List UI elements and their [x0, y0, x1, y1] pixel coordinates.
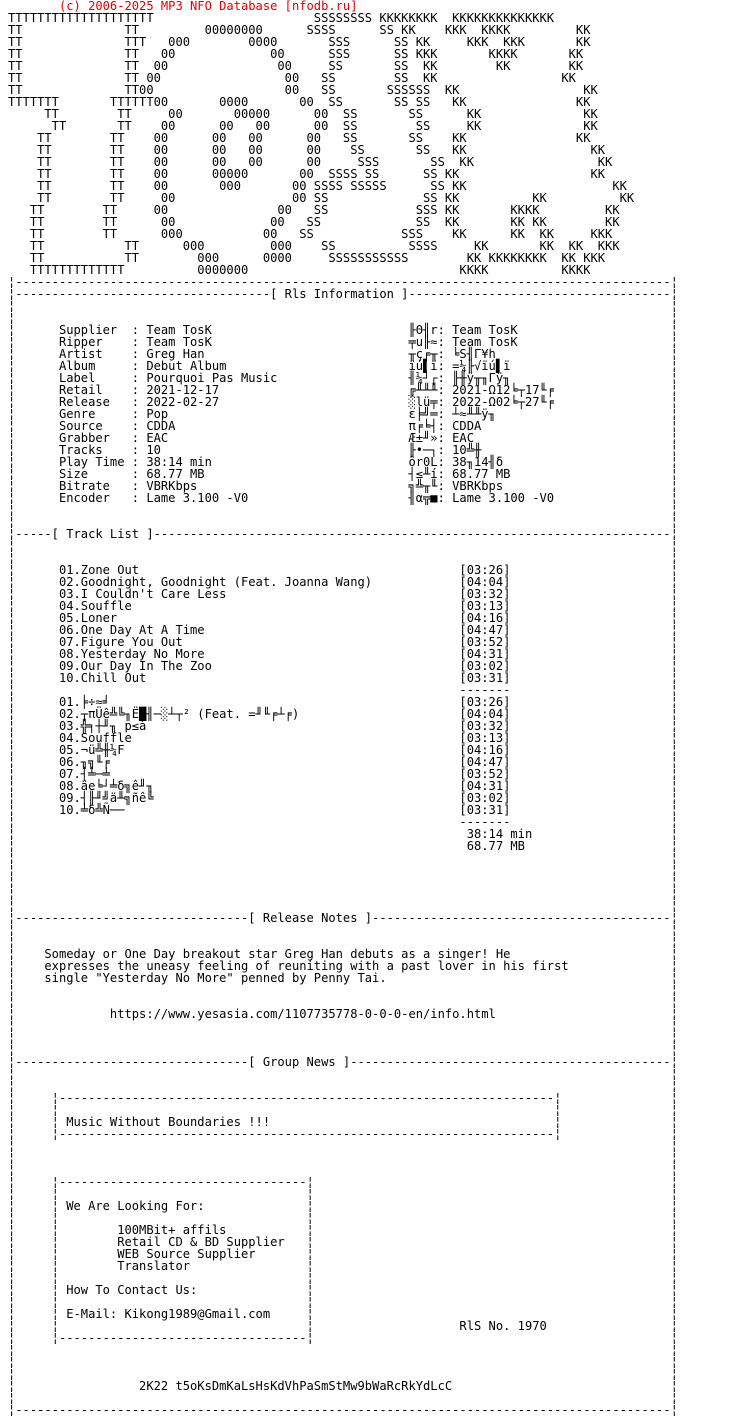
- logo-line: TT TT 00 00000 00 SSSS SS SS KK KK: [8, 167, 606, 181]
- bottom-border: ¦------------------------------------------------------------------------------------------¦: [8, 1403, 678, 1417]
- track-row: ¦ 06.One Day At A Time [04:47] ¦: [8, 623, 678, 637]
- rls-field: ¦ Tracks : 10 ╟•─┐: 10╩╫ ¦: [8, 443, 678, 457]
- rls-field: ¦ Supplier : Team TosK ╟Θ╢r: Team TosK ¦: [8, 323, 678, 337]
- logo-line: TTTTTTTTTTTTT 0000000 KKKK KKKK: [8, 263, 591, 277]
- blank-line: ¦ ¦: [8, 1043, 678, 1057]
- track-row-alt: ¦ 05.¬ü╩╫¼F [04:16] ¦: [8, 743, 678, 757]
- section-divider: ¦-----[ Track List ]-----------------------------------------------------------------------¦: [8, 527, 678, 541]
- contact-box: ¦ ¦ ¦ ¦: [8, 1271, 678, 1285]
- track-row-alt: ¦ 09.┤╟╜╝ä╨╗ñê╚ [03:02] ¦: [8, 791, 678, 805]
- release-note-line: ¦ Someday or One Day breakout star Greg Han debuts as a singer! He ¦: [8, 947, 678, 961]
- logo-line: TT TT 00 00 00 00 SSS SS KK KK: [8, 155, 613, 169]
- blank-line: ¦ ¦: [8, 551, 678, 565]
- logo-line: TTTTTTTTTTTTTTTTTTTT SSSSSSSS KKKKKKKK KKKKKKKKKKKKKK: [8, 11, 555, 25]
- section-divider: ¦--------------------------------[ Release Notes ]-----------------------------------------¦: [8, 911, 678, 925]
- release-note-line: ¦ expresses the uneasy feeling of reuniting with a past lover in his first ¦: [8, 959, 678, 973]
- rls-field: ¦ Retail : 2021-12-17 ╔╨╨╨: 2021-Ω12╘┬17╙╒ ¦: [8, 383, 678, 397]
- rls-field: ¦ Bitrate : VBRKbps ╗╩╥╙: VBRKbps ¦: [8, 479, 678, 493]
- rls-field: ¦ Encoder : Lame 3.100 -V0 ╢α╦■: Lame 3.100 -V0 ¦: [8, 491, 678, 505]
- logo-line: TT TT 00 00 00 00 SS SS KK KK: [8, 143, 606, 157]
- logo-line: TT TT 00 00 SS SS KK KK KK: [8, 59, 584, 73]
- news-box: ¦ ¦ ¦ ¦: [8, 1103, 678, 1117]
- track-row: ¦ 07.Figure You Out [03:52] ¦: [8, 635, 678, 649]
- logo-line: TT TT 00000000 SSSS SS KK KKK KKKK KK: [8, 23, 591, 37]
- news-motto: ¦ ¦ Music Without Boundaries !!! ¦ ¦: [8, 1115, 678, 1129]
- blank-line: ¦ ¦: [8, 923, 678, 937]
- looking-title: ¦ ¦ We Are Looking For: ¦ ¦: [8, 1199, 678, 1213]
- logo-line: TT TT 00 000 00 SSSS SSSSS SS KK KK: [8, 179, 627, 193]
- logo-line: TT TT 00 00 SS SS KK KK: [8, 71, 576, 85]
- blank-line: ¦ ¦: [8, 983, 678, 997]
- blank-line: ¦ ¦: [8, 1367, 678, 1381]
- blank-line: ¦ ¦: [8, 1139, 678, 1153]
- logo-line: TT TT 000 0000 SSSSSSSSSSS KK KKKKKKKK KK KKK: [8, 251, 606, 265]
- divider-line: ¦------------------------------------------------------------------------------------------¦: [8, 275, 678, 289]
- blank-line: ¦ ¦: [8, 1031, 678, 1045]
- rls-field: ¦ Genre : Pop ε╞╝═: ┴≈╨╨ÿ╖ ¦: [8, 407, 678, 421]
- logo-line: TT TT00 00 SS SSSSSS KK KK: [8, 83, 598, 97]
- blank-line: ¦ ¦: [8, 311, 678, 325]
- section-divider: ¦-----------------------------------[ Rls Information ]------------------------------------¦: [8, 287, 678, 301]
- logo-line: TT TT 00 00 SS SS KK KK KK KK: [8, 215, 620, 229]
- rls-field: ¦ Album : Debut Album ïú▌ï: =¼╟√ïú▌ï ¦: [8, 359, 678, 373]
- track-row: ¦ 02.Goodnight, Goodnight (Feat. Joanna Wang) [04:04] ¦: [8, 575, 678, 589]
- rls-field: ¦ Play Time : 38:14 min ôr0L: 38╖14╢δ ¦: [8, 455, 678, 469]
- track-row-alt: ¦ 08.äe╘┘╧δ╗ê╜╖ [04:31] ¦: [8, 779, 678, 793]
- release-note-line: ¦ single "Yesterday No More" penned by Penny Tai. ¦: [8, 971, 678, 985]
- rls-field: ¦ Grabber : EAC Æ±╜»: EAC ¦: [8, 431, 678, 445]
- rls-field: ¦ Source : CDDA π╒╘┤: CDDA ¦: [8, 419, 678, 433]
- logo-line: TTTTTTT TTTTTT00 0000 00 SS SS SS KK KK: [8, 95, 591, 109]
- track-row: ¦ 09.Our Day In The Zoo [03:02] ¦: [8, 659, 678, 673]
- rls-field: ¦ Ripper : Team TosK ╤u╟≈: Team TosK ¦: [8, 335, 678, 349]
- site-header: (c) 2006-2025 MP3 NFO Database [nfodb.ru]: [8, 0, 358, 13]
- blank-line: ¦ ¦: [8, 1067, 678, 1081]
- logo-line: TT TT 00 00 SSS SS KKK KKKK KK: [8, 47, 584, 61]
- track-row-alt: ¦ 10.╧δ╩Ñ── [03:31] ¦: [8, 803, 678, 817]
- blank-line: ¦ ¦: [8, 1019, 678, 1033]
- blank-line: ¦ ¦: [8, 1163, 678, 1177]
- logo-line: TT TT 00 00 00 00 SS SS KK KK: [8, 131, 591, 145]
- track-row: ¦ 04.Souffle [03:13] ¦: [8, 599, 678, 613]
- rls-field: ¦ Label : Pourquoi Pas Music ╢¼┘┌: ╟╫ÿ╥╖Γÿ╖ ¦: [8, 371, 678, 385]
- logo-line: TT TT 00 00 00 00 SS SS KK KK: [8, 119, 598, 133]
- logo-line: TT TT 00 00000 00 SS SS KK KK: [8, 107, 598, 121]
- contact-box-top: ¦ ¦----------------------------------¦ ¦: [8, 1175, 678, 1189]
- looking-item: ¦ ¦ WEB Source Supplier ¦ ¦: [8, 1247, 678, 1261]
- blank-line: ¦ ¦: [8, 887, 678, 901]
- track-row-alt: ¦ 07.┤╧─╧ [03:52] ¦: [8, 767, 678, 781]
- rls-field: ¦ Size : 68.77 MB ┤≤╨í: 68.77 MB ¦: [8, 467, 678, 481]
- nfo-document: [8, 0, 678, 1416]
- blank-line: ¦ ¦: [8, 539, 678, 553]
- looking-item: ¦ ¦ 100MBit+ affils ¦ ¦: [8, 1223, 678, 1237]
- looking-item: ¦ ¦ Translator ¦ ¦: [8, 1259, 678, 1273]
- blank-line: ¦ ¦: [8, 851, 678, 865]
- blank-line: ¦ ¦: [8, 995, 678, 1009]
- blank-line: ¦ ¦: [8, 935, 678, 949]
- track-row-alt: ¦ 03.╬╕┼╜╖ p≤à [03:32] ¦: [8, 719, 678, 733]
- contact-email: ¦ ¦ E-Mail: Kikong1989@Gmail.com ¦ ¦: [8, 1307, 678, 1321]
- logo-line: TT TT 00 00 SS SS KK KK KK: [8, 191, 635, 205]
- blank-line: ¦ ¦: [8, 863, 678, 877]
- blank-line: ¦ ¦: [8, 875, 678, 889]
- track-row-alt: ¦ 06.╖╗╙╒ [04:47] ¦: [8, 755, 678, 769]
- track-row-alt: ¦ 01.╞÷≈╛ [03:26] ¦: [8, 695, 678, 709]
- contact-title: ¦ ¦ How To Contact Us: ¦ ¦: [8, 1283, 678, 1297]
- blank-line: ¦ ¦: [8, 1151, 678, 1165]
- logo-line: TT TT 00 00 SS SSS KK KKKK KK: [8, 203, 620, 217]
- news-box-top: ¦ ¦--------------------------------------------------------------------¦ ¦: [8, 1091, 678, 1105]
- news-box-bottom: ¦ ¦--------------------------------------------------------------------¦ ¦: [8, 1127, 678, 1141]
- rls-number: ¦ ¦ ¦ RlS No. 1970 ¦: [8, 1319, 678, 1333]
- looking-item: ¦ ¦ Retail CD & BD Supplier ¦ ¦: [8, 1235, 678, 1249]
- footer-code: ¦ 2K22 t5oKsDmKaLsHsKdVhPaSmStMw9bWaRcRkYdLcC ¦: [8, 1379, 678, 1393]
- contact-box: ¦ ¦ ¦ ¦: [8, 1295, 678, 1309]
- contact-box-bottom: ¦ ¦----------------------------------¦ ¦: [8, 1331, 678, 1345]
- total-time: ¦ 38:14 min ¦: [8, 827, 678, 841]
- track-row: ¦ 01.Zone Out [03:26] ¦: [8, 563, 678, 577]
- track-row: ¦ 05.Loner [04:16] ¦: [8, 611, 678, 625]
- section-divider: ¦--------------------------------[ Group News ]--------------------------------------------¦: [8, 1055, 678, 1069]
- track-row-alt: ¦ 04.Souffle [03:13] ¦: [8, 731, 678, 745]
- track-row-alt: ¦ 02.┬πÜê╩╚╖Ё█╢─░┴┬² (Feat. =╜╙╒┴╒) [04:04] ¦: [8, 707, 678, 721]
- contact-box: ¦ ¦ ¦ ¦: [8, 1211, 678, 1225]
- track-row: ¦ 03.I Couldn't Care Less [03:32] ¦: [8, 587, 678, 601]
- track-row: ¦ 08.Yesterday No More [04:31] ¦: [8, 647, 678, 661]
- blank-line: ¦ ¦: [8, 1391, 678, 1405]
- blank-line: ¦ ¦: [8, 515, 678, 529]
- track-separator: ¦ ------- ¦: [8, 683, 678, 697]
- release-url: ¦ https://www.yesasia.com/1107735778-0-0-0-en/info.html ¦: [8, 1007, 678, 1021]
- total-size: ¦ 68.77 MB ¦: [8, 839, 678, 853]
- logo-line: TT TTT 000 0000 SSS SS KK KKK KKK KK: [8, 35, 591, 49]
- rls-field: ¦ Release : 2022-02-27 ░lü╤: 2022-Ω02╘┬27╙╒ ¦: [8, 395, 678, 409]
- track-row: ¦ 10.Chill Out [03:31] ¦: [8, 671, 678, 685]
- blank-line: ¦ ¦: [8, 503, 678, 517]
- blank-line: ¦ ¦: [8, 1343, 678, 1357]
- contact-box: ¦ ¦ ¦ ¦: [8, 1187, 678, 1201]
- logo-line: TT TT 000 00 SS SSS KK KK KK KKK: [8, 227, 613, 241]
- blank-line: ¦ ¦: [8, 899, 678, 913]
- track-separator: ¦ ------- ¦: [8, 815, 678, 829]
- blank-line: ¦ ¦: [8, 299, 678, 313]
- blank-line: ¦ ¦: [8, 1355, 678, 1369]
- logo-line: TT TT 000 000 SS SSSS KK KK KK KKK: [8, 239, 620, 253]
- blank-line: ¦ ¦: [8, 1079, 678, 1093]
- rls-field: ¦ Artist : Greg Han ╥ç╒╥: ╘S╢Γ¥h ¦: [8, 347, 678, 361]
